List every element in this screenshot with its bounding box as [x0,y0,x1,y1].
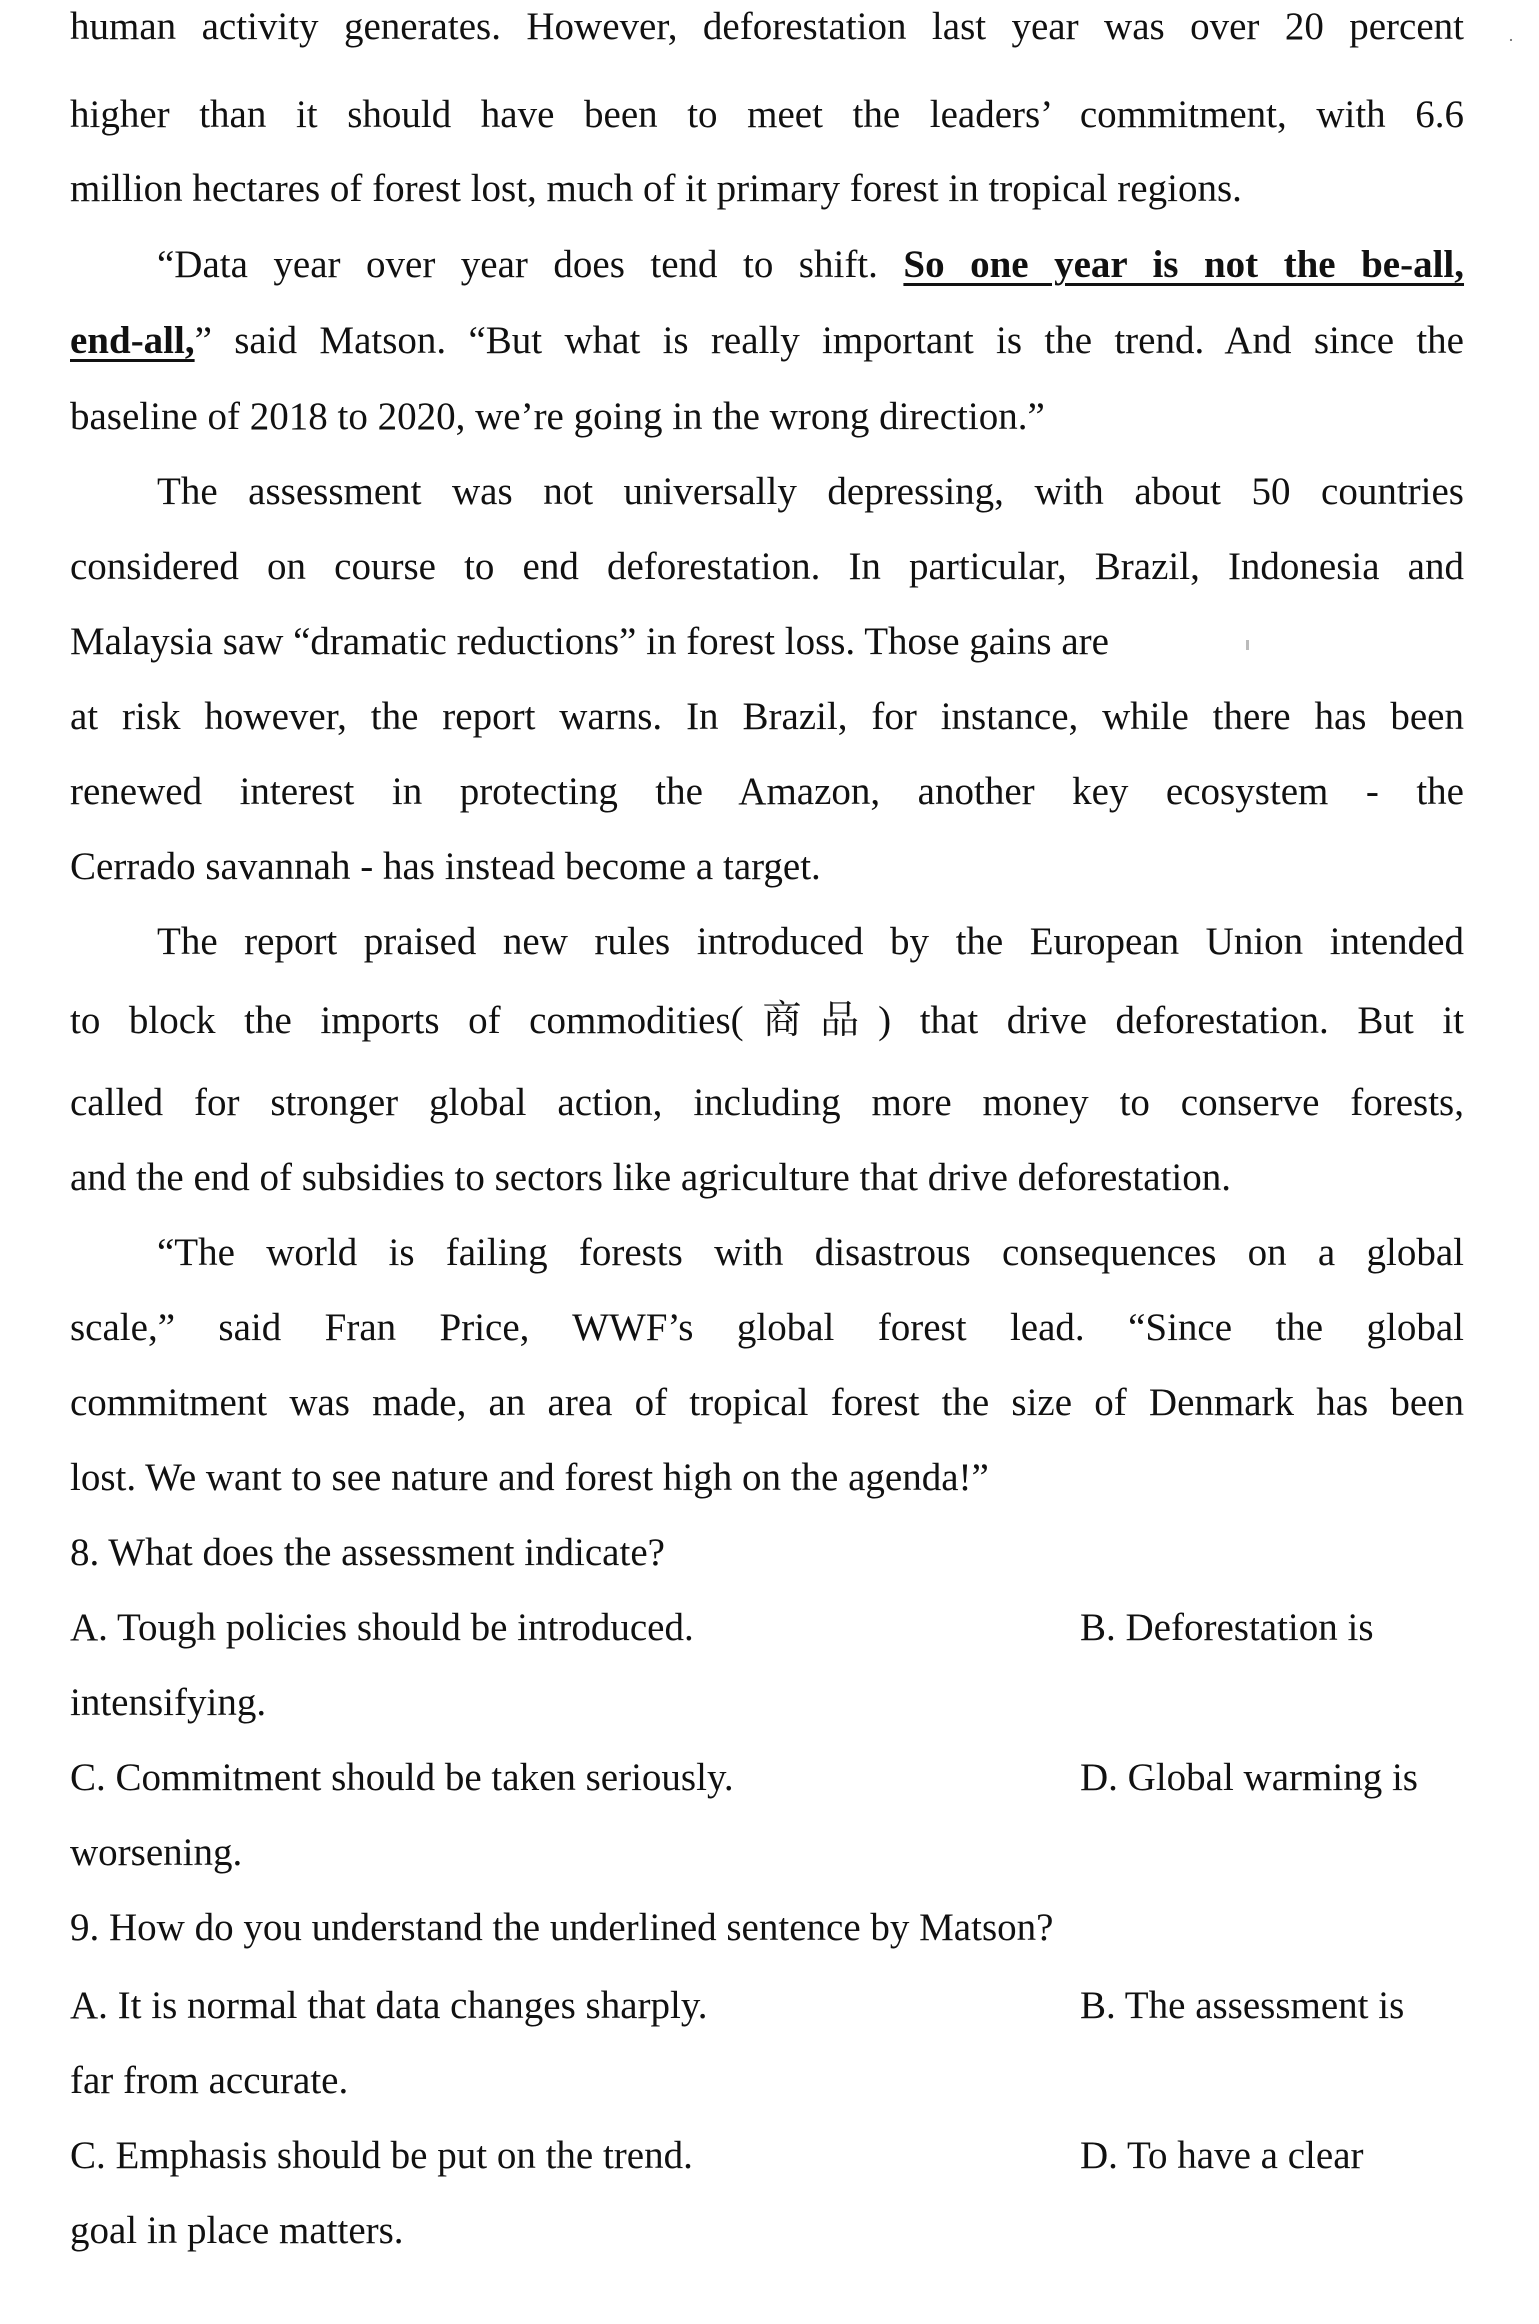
margin-mark: · [1508,30,1514,50]
passage-line: at risk however, the report warns. In Brazil, for instance, while there has been [70,695,1464,738]
question-9-options-row [70,2131,1464,2181]
option-b: B. The assessment is [1080,1984,1405,2027]
passage-line: human activity generates. However, deforestation last year was over 20 percent [70,5,1464,48]
passage-line: and the end of subsidies to sectors like agriculture that drive deforestation. [70,1156,1231,1199]
passage-line: commitment was made, an area of tropical forest the size of Denmark has been [70,1381,1464,1424]
passage-line: lost. We want to see nature and forest high on the agenda!” [70,1456,989,1499]
question-9-stem: 9. How do you understand the underlined sentence by Matson? [70,1906,1054,1949]
passage-line-with-underline [157,240,1464,290]
passage-line: The assessment was not universally depressing, with about 50 countries [157,470,1464,513]
passage-line: to block the imports of commodities(商品) that drive deforestation. But it [70,999,1464,1042]
option-a: A. It is normal that data changes sharply. [70,1984,708,2027]
passage-line: Malaysia saw “dramatic reductions” in forest loss. Those gains are [70,620,1109,663]
option-c: C. Emphasis should be put on the trend. [70,2134,693,2177]
passage-line: renewed interest in protecting the Amazon, another key ecosystem - the [70,770,1464,813]
option-b-continued: far from accurate. [70,2059,349,2102]
option-d: D. To have a clear [1080,2134,1364,2177]
passage-line: higher than it should have been to meet the leaders’ commitment, with 6.6 [70,93,1464,136]
question-8-options-row [70,1603,1464,1653]
option-d-continued: goal in place matters. [70,2209,404,2252]
passage-line-with-underline [70,316,1464,366]
passage-line: “The world is failing forests with disastrous consequences on a global [157,1231,1464,1274]
passage-line: Cerrado savannah - has instead become a target. [70,845,821,888]
question-9-options-row [70,1981,1464,2031]
passage-text: ” said Matson. “But what is really important is the trend. And since the [194,319,1464,362]
option-c: C. Commitment should be taken seriously. [70,1756,734,1799]
option-a: A. Tough policies should be introduced. [70,1606,694,1649]
underlined-sentence-end: end-all, [70,319,195,362]
passage-line: scale,” said Fran Price, WWF’s global forest lead. “Since the global [70,1306,1464,1349]
passage-line: baseline of 2018 to 2020, we’re going in the wrong direction.” [70,395,1045,438]
underlined-sentence: So one year is not the be-all, [903,243,1465,286]
option-b: B. Deforestation is [1080,1606,1374,1649]
passage-text: “Data year over year does tend to shift. [157,243,878,286]
passage-line: million hectares of forest lost, much of it primary forest in tropical regions. [70,167,1242,210]
passage-line: called for stronger global action, including more money to conserve forests, [70,1081,1464,1124]
passage-line: The report praised new rules introduced by the European Union intended [157,920,1464,963]
option-d: D. Global warming is [1080,1756,1418,1799]
option-b-continued: intensifying. [70,1681,267,1724]
passage-line: considered on course to end deforestation. In particular, Brazil, Indonesia and [70,545,1464,588]
option-d-continued: worsening. [70,1831,243,1874]
question-8-stem: 8. What does the assessment indicate? [70,1531,665,1574]
question-8-options-row [70,1753,1464,1803]
